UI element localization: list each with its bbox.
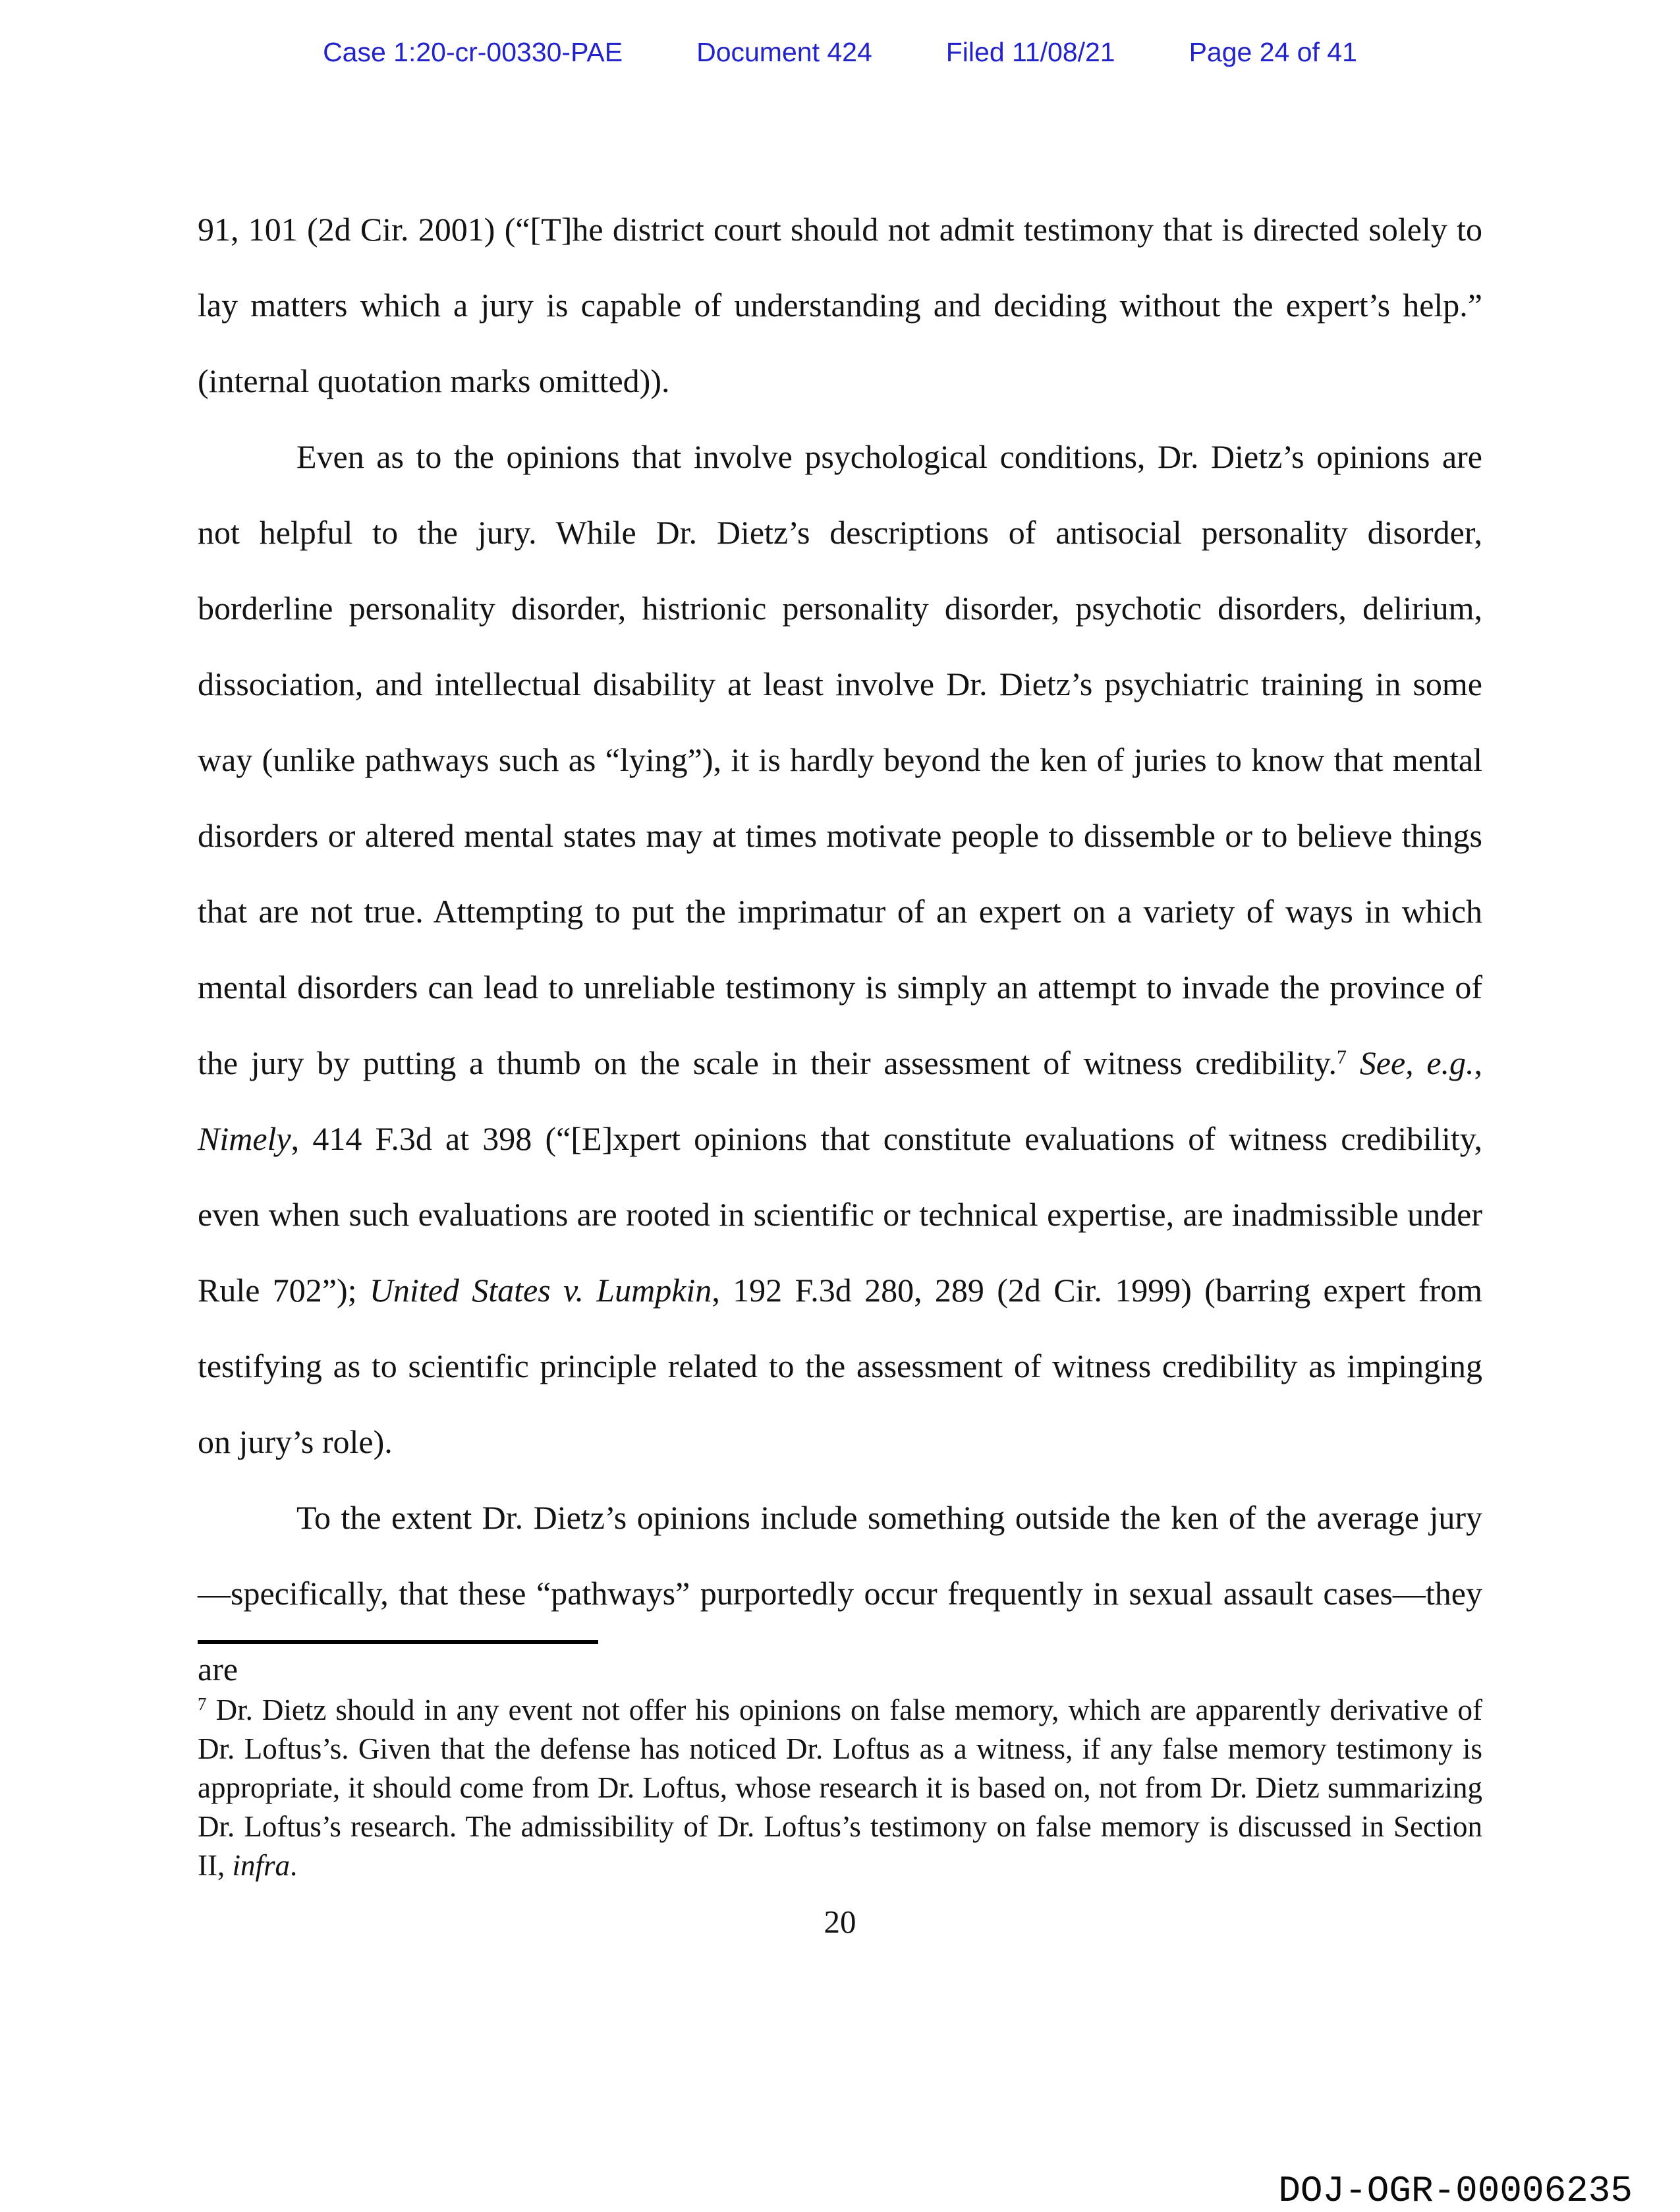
header-page-count: Page 24 of 41 xyxy=(1189,37,1357,67)
bates-stamp: DOJ-OGR-00006235 xyxy=(1278,2170,1633,2212)
body-text xyxy=(198,192,1482,1707)
paragraph-dietz-opinions: Even as to the opinions that involve psychological conditions, Dr. Dietz’s opinions are not helpful to the jury. While Dr. Dietz’s descriptions of antisocial personality disorder, borderline personality disorder, histrionic personality disorder, psychotic disorders, delirium, dissociation, and intellectual disability at least involve Dr. Dietz’s psychiatric training in some way (unlike pathways such as “lying”), it is hardly beyond the ken of juries to know that mental disorders or altered mental states may at times motivate people to dissemble or to believe things that are not true. Attempting to put the imprimatur of an expert on a variety of ways in which mental disorders can lead to unreliable testimony is simply an attempt to invade the province of the jury by putting a thumb on the scale in their assessment of witness credibility.$^7$ See, e.g., Nimely, 414 F.3d at 398 (“[E]xpert opinions that constitute evaluations of witness credibility, even when such evaluations are rooted in scientific or technical expertise, are inadmissible under Rule 702”); United States v. Lumpkin, 192 F.3d 280, 289 (2d Cir. 1999) (barring expert from testifying as to scientific principle related to the assessment of witness credibility as impinging on jury’s role). xyxy=(198,438,1483,1460)
footnote-7: $^7$ Dr. Dietz should in any event not offer his opinions on false memory, which are apparently derivative of Dr. Loftus’s. Given that the defense has noticed Dr. Loftus as a witness, if any false memory testimony is appropriate, it should come from Dr. Loftus, whose research it is based on, not from Dr. Dietz summarizing Dr. Loftus’s research. The admissibility of Dr. Loftus’s testimony on false memory is discussed in Section II, infra. xyxy=(198,1693,1482,1882)
footnote-separator xyxy=(198,1640,598,1644)
header-case-number: Case 1:20-cr-00330-PAE xyxy=(323,37,623,67)
header-document-number: Document 424 xyxy=(696,37,872,67)
header-filed-date: Filed 11/08/21 xyxy=(945,37,1115,67)
ecf-header xyxy=(0,38,1680,67)
paragraph-pathways: To the extent Dr. Dietz’s opinions include something outside the ken of the average jury—specifically, that these “pathways” purportedly occur frequently in sexual assault cases—they are xyxy=(198,1499,1482,1687)
paragraph-continuation: 91, 101 (2d Cir. 2001) (“[T]he district court should not admit testimony that is directed solely to lay matters which a jury is capable of understanding and deciding without the expert’s help.” (internal quotation marks omitted)). xyxy=(198,211,1482,399)
page-number: 20 xyxy=(824,1904,856,1940)
